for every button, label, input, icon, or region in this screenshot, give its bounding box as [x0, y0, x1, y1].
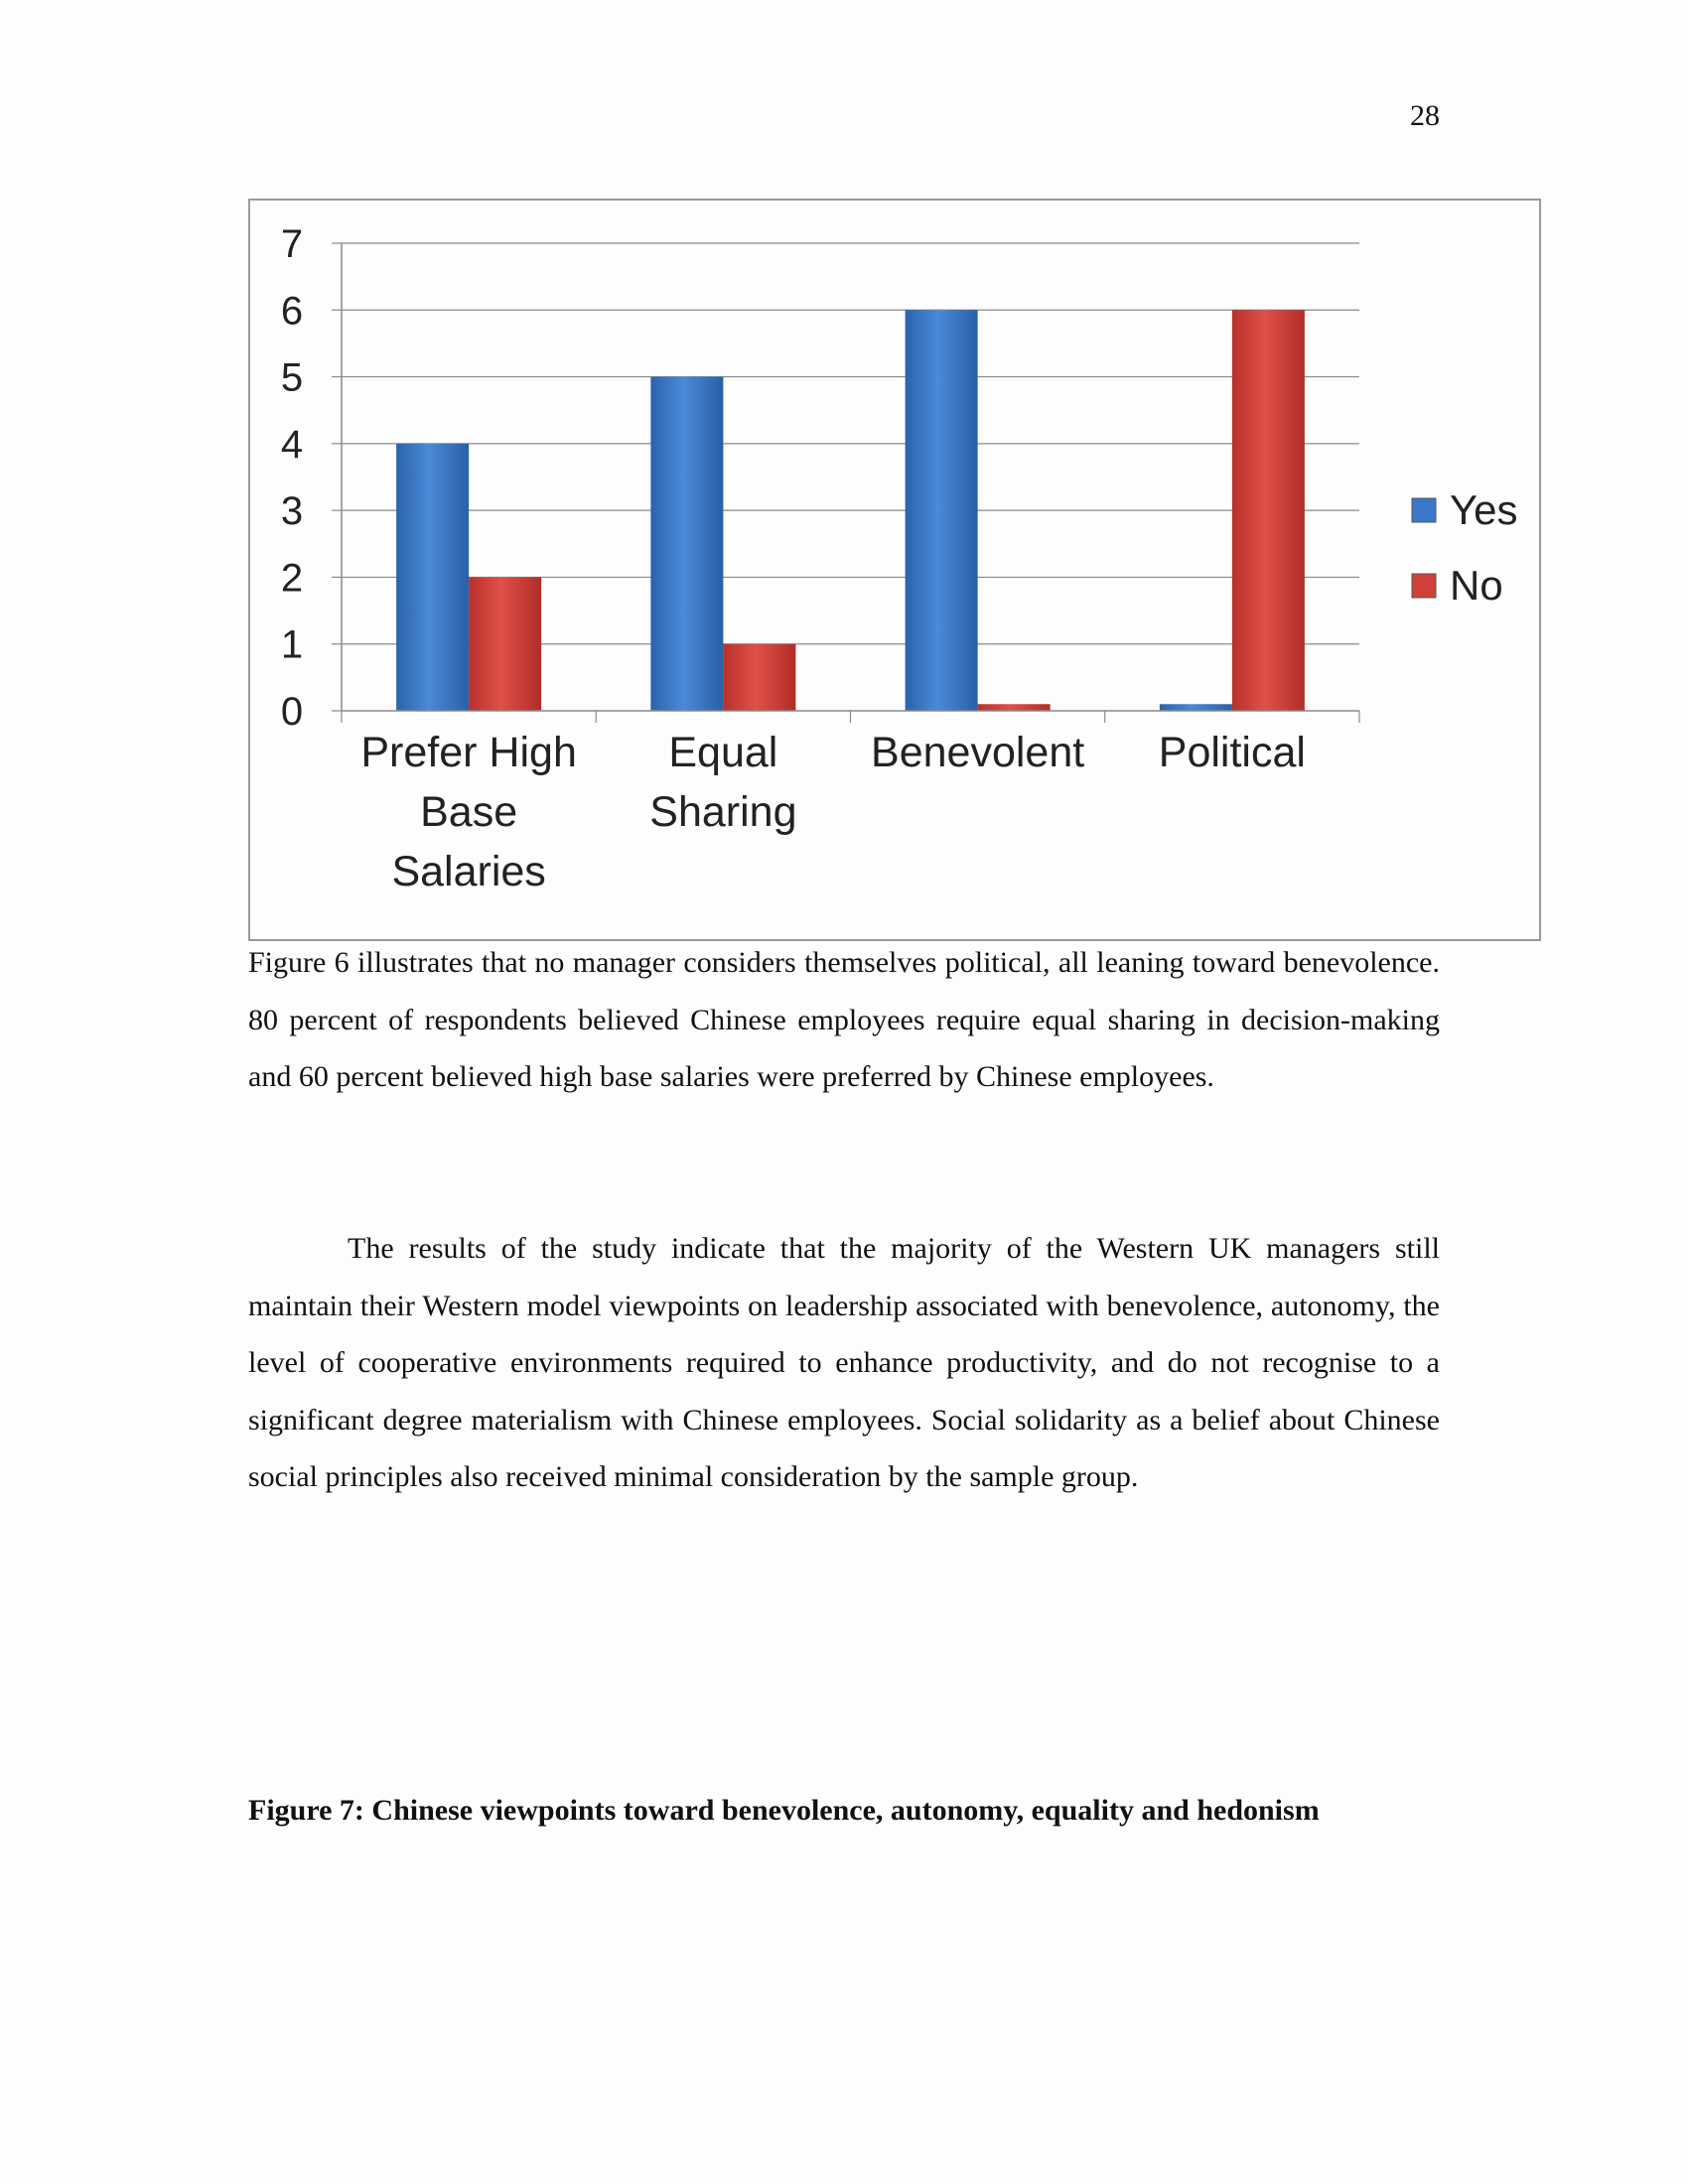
y-tick-label: 6 — [280, 289, 304, 334]
y-tick-label: 5 — [280, 355, 304, 400]
paragraph-figure6-discussion: Figure 6 illustrates that no manager considers themselves political, all leaning toward benevolence. 80 percent of respondents believed Chinese employees require equal sharing in decision-making and 60 percent believed high base salaries were preferred by Chinese employees. — [248, 946, 1440, 1093]
figure-7-caption: Figure 7: Chinese viewpoints toward benevolence, autonomy, equality and hedonism — [248, 1794, 1320, 1827]
x-tick-label: Sharing — [649, 788, 797, 836]
page-number: 28 — [1410, 99, 1440, 132]
legend-label-no: No — [1450, 562, 1503, 609]
y-tick-label: 4 — [280, 422, 304, 467]
bar-no-3 — [1232, 310, 1305, 711]
bar-no-2 — [978, 704, 1051, 711]
legend-swatch-yes — [1412, 498, 1436, 522]
legend — [1412, 486, 1518, 609]
bar-yes-2 — [906, 310, 978, 711]
bar-no-0 — [469, 577, 541, 711]
x-tick-label: Equal — [668, 729, 778, 776]
y-tick-label: 1 — [280, 622, 304, 667]
bar-no-1 — [723, 644, 795, 711]
chart-canvas — [250, 201, 1539, 939]
legend-label-yes: Yes — [1450, 486, 1518, 533]
y-tick-label: 2 — [280, 556, 304, 601]
y-tick-label: 0 — [280, 690, 304, 734]
bar-yes-1 — [650, 377, 723, 711]
bar-chart — [248, 199, 1541, 941]
y-tick-label: 7 — [280, 222, 304, 266]
bar-yes-0 — [396, 444, 469, 711]
y-tick-label: 3 — [280, 489, 304, 534]
x-tick-label: Salaries — [391, 848, 546, 895]
x-tick-label: Prefer High — [360, 729, 577, 776]
x-tick-label: Political — [1158, 729, 1306, 776]
bar-yes-3 — [1160, 704, 1232, 711]
paragraph-study-results: The results of the study indicate that the majority of the Western UK managers still maintain their Western model viewpoints on leadership associated with benevolence, autonomy, the level of cooperative environments required to enhance productivity, and do not recognise to a significant degree materialism with Chinese employees. Social solidarity as a belief about Chinese social principles also received minimal consideration by the sample group. — [248, 1232, 1440, 1493]
x-tick-label: Benevolent — [871, 729, 1085, 776]
legend-swatch-no — [1412, 574, 1436, 598]
x-tick-label: Base — [420, 788, 518, 836]
